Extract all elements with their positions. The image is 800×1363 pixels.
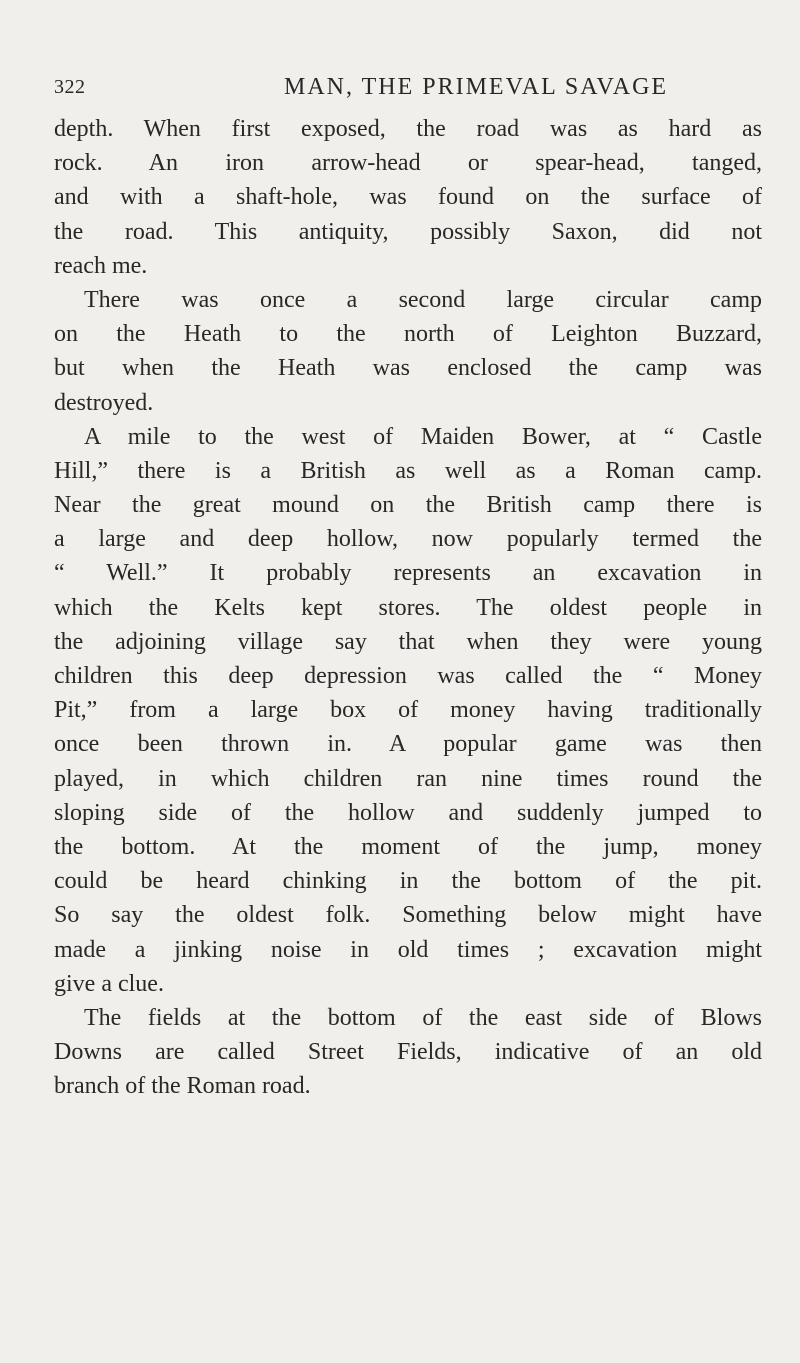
text-line: but when the Heath was enclosed the camp was: [54, 355, 762, 382]
text-line: Near the great mound on the British camp there is: [54, 492, 762, 519]
text-line: on the Heath to the north of Leighton Buzzard,: [54, 321, 762, 348]
text-line: the adjoining village say that when they were young: [54, 628, 762, 655]
body-text: [54, 112, 762, 1103]
text-line: A mile to the west of Maiden Bower, at “ Castle: [84, 423, 762, 450]
text-line: Downs are called Street Fields, indicative of an old: [54, 1039, 762, 1066]
page-header: [54, 70, 744, 110]
text-line: “ Well.” It probably represents an excavation in: [54, 560, 762, 587]
text-line: the bottom. At the moment of the jump, money: [54, 833, 762, 860]
page-number: 322: [54, 76, 86, 98]
text-line: Pit,” from a large box of money having traditionally: [54, 697, 762, 724]
running-title: MAN, THE PRIMEVAL SAVAGE: [284, 74, 669, 100]
text-line: The fields at the bottom of the east side of Blows: [84, 1004, 762, 1031]
paragraph: [54, 1001, 762, 1104]
text-line: and with a shaft-hole, was found on the surface of: [54, 184, 762, 211]
text-line: which the Kelts kept stores. The oldest people in: [54, 594, 762, 621]
text-line: a large and deep hollow, now popularly termed the: [54, 526, 762, 553]
text-line: the road. This antiquity, possibly Saxon, did not: [54, 218, 762, 245]
text-line: reach me.: [54, 252, 148, 279]
text-line: sloping side of the hollow and suddenly jumped to: [54, 799, 762, 826]
text-line: Hill,” there is a British as well as a Roman camp.: [54, 457, 762, 484]
text-line: rock. An iron arrow-head or spear-head, tanged,: [54, 150, 762, 177]
text-line: once been thrown in. A popular game was then: [54, 731, 762, 758]
paragraph: [54, 283, 762, 420]
text-line: give a clue.: [54, 970, 164, 997]
text-line: branch of the Roman road.: [54, 1073, 311, 1100]
text-line: destroyed.: [54, 389, 154, 416]
paragraph: [54, 112, 762, 283]
text-line: played, in which children ran nine times round the: [54, 765, 762, 792]
text-line: made a jinking noise in old times ; excavation might: [54, 936, 762, 963]
text-line: could be heard chinking in the bottom of the pit.: [54, 868, 762, 895]
paragraph: [54, 420, 762, 1001]
text-line: So say the oldest folk. Something below might have: [54, 902, 762, 929]
text-line: depth. When first exposed, the road was as hard as: [54, 116, 762, 142]
text-line: children this deep depression was called the “ Money: [54, 663, 762, 689]
text-line: There was once a second large circular camp: [84, 286, 762, 313]
